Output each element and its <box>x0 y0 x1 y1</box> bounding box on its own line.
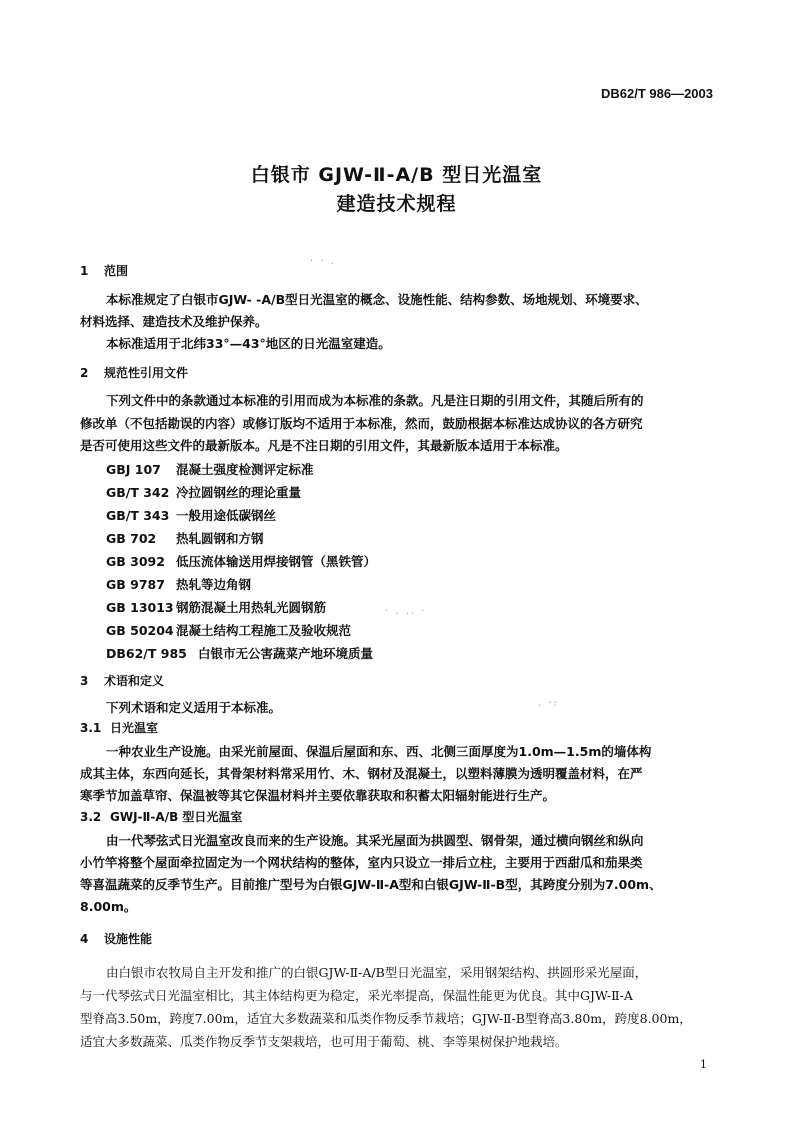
reference-title: 冷拉圆钢丝的理论重量 <box>176 485 302 500</box>
reference-code: GB 702 <box>106 531 157 546</box>
reference-item <box>106 644 373 662</box>
reference-title: 热轧圆钢和方钢 <box>176 531 264 546</box>
title-line-2: 建造技术规程 <box>336 193 457 215</box>
reference-title: 低压流体输送用焊接钢管（黑铁管） <box>176 554 377 569</box>
subsection-title: 日光温室 <box>110 721 159 735</box>
paragraph-line: 8.00m。 <box>80 899 137 914</box>
paragraph-line: 一种农业生产设施。由采光前屋面、保温后屋面和东、西、北侧三面厚度为1.0m—1.5m的墙体构 <box>106 744 652 759</box>
reference-code: GB 13013 <box>106 600 174 615</box>
reference-title: 钢筋混凝土用热轧光圆钢筋 <box>176 600 327 615</box>
reference-title: 热轧等边角钢 <box>176 577 252 592</box>
reference-code: GB 50204 <box>106 623 174 638</box>
reference-item <box>106 529 264 547</box>
title-line-1: 白银市 GJW-Ⅱ-A/B 型日光温室 <box>250 164 543 186</box>
paragraph-line: 材料选择、建造技术及维护保养。 <box>80 314 268 329</box>
section-number: 4 <box>80 932 89 946</box>
reference-code: DB62/T 985 <box>106 646 187 661</box>
paragraph-line: 下列文件中的条款通过本标准的引用而成为本标准的条款。凡是注日期的引用文件，其随后所有的 <box>106 393 644 408</box>
paragraph-line: 修改单（不包括勘误的内容）或修订版均不适用于本标准，然而，鼓励根据本标准达成协议的各方研究 <box>80 416 643 431</box>
reference-title: 白银市无公害蔬菜产地环境质量 <box>198 646 374 661</box>
paragraph-line: 与一代琴弦式日光温室相比，其主体结构更为稳定，采光率提高，保温性能更为优良。其中GJW-Ⅱ-A <box>80 988 633 1003</box>
section-2-heading <box>80 364 188 381</box>
subsection-3-2-heading <box>80 808 242 825</box>
subsection-number: 3.2 <box>80 810 102 824</box>
paragraph-line: 由白银市农牧局自主开发和推广的白银GJW-Ⅱ-A/B型日光温室，采用钢架结构、拱圆形采光屋面， <box>106 965 648 980</box>
paragraph-line: 本标准适用于北纬33°—43°地区的日光温室建造。 <box>106 336 391 351</box>
reference-code: GB/T 342 <box>106 485 170 500</box>
section-number: 2 <box>80 366 89 380</box>
section-4-heading <box>80 930 152 947</box>
paragraph-line: 适宜大多数蔬菜、瓜类作物反季节支架栽培，也可用于葡萄、桃、李等果树保护地栽培。 <box>80 1034 568 1049</box>
page-number: 1 <box>700 1058 707 1071</box>
reference-code: GBJ 107 <box>106 462 161 477</box>
scan-speck: · · . <box>310 256 336 267</box>
section-number: 3 <box>80 674 89 688</box>
paragraph-line: 小竹竿将整个屋面牵拉固定为一个网状结构的整体，室内只设立一排后立柱，主要用于西甜瓜和茄果类 <box>80 855 643 870</box>
paragraph-line: 是否可使用这些文件的最新版本。凡是不注日期的引用文件，其最新版本适用于本标准。 <box>80 438 568 453</box>
paragraph-line: 成其主体，东西向延长，其骨架材料常采用竹、木、钢材及混凝土，以塑料薄膜为透明覆盖材料，在严 <box>80 766 643 781</box>
paragraph-line: 本标准规定了白银市GJW- -A/B型日光温室的概念、设施性能、结构参数、场地规划、环境要求、 <box>106 292 648 307</box>
reference-item <box>106 598 326 616</box>
reference-item <box>106 483 301 501</box>
reference-code: GB/T 343 <box>106 508 170 523</box>
reference-code: GB 9787 <box>106 577 165 592</box>
reference-title: 混凝土结构工程施工及验收规范 <box>176 623 352 638</box>
paragraph-line: 寒季节加盖草帘、保温被等其它保温材料并主要依靠获取和积蓄太阳辐射能进行生产。 <box>80 788 556 803</box>
scan-speck: . ·: <box>538 698 559 709</box>
reference-item <box>106 506 276 524</box>
subsection-number: 3.1 <box>80 721 102 735</box>
reference-code: GB 3092 <box>106 554 165 569</box>
section-1-heading <box>80 262 128 279</box>
reference-item <box>106 460 314 478</box>
reference-title: 一般用途低碳钢丝 <box>176 508 277 523</box>
section-title: 范围 <box>104 264 129 278</box>
paragraph-line: 型脊高3.50m，跨度7.00m，适宜大多数蔬菜和瓜类作物反季节栽培；GJW-Ⅱ-B型脊高3.80m，跨度8.00m， <box>80 1011 692 1026</box>
paragraph-line: 等喜温蔬菜的反季节生产。目前推广型号为白银GJW-Ⅱ-A型和白银GJW-Ⅱ-B型，其跨度分别为7.00m、 <box>80 877 662 892</box>
subsection-title: GWJ-Ⅱ-A/B 型日光温室 <box>110 810 243 824</box>
paragraph-line: 下列术语和定义适用于本标准。 <box>106 700 282 715</box>
scan-speck: · . .. · <box>385 606 427 617</box>
reference-item <box>106 552 376 570</box>
section-title: 设施性能 <box>104 932 153 946</box>
section-title: 术语和定义 <box>104 674 165 688</box>
reference-item <box>106 575 251 593</box>
reference-item <box>106 621 351 639</box>
section-3-heading <box>80 672 164 689</box>
standard-code: DB62/T 986—2003 <box>600 86 713 101</box>
section-title: 规范性引用文件 <box>104 366 189 380</box>
subsection-3-1-heading <box>80 719 158 736</box>
section-number: 1 <box>80 264 89 278</box>
reference-title: 混凝土强度检测评定标准 <box>176 462 314 477</box>
paragraph-line: 由一代琴弦式日光温室改良而来的生产设施。其采光屋面为拱圆型、钢骨架，通过横向钢丝和纵向 <box>106 833 644 848</box>
